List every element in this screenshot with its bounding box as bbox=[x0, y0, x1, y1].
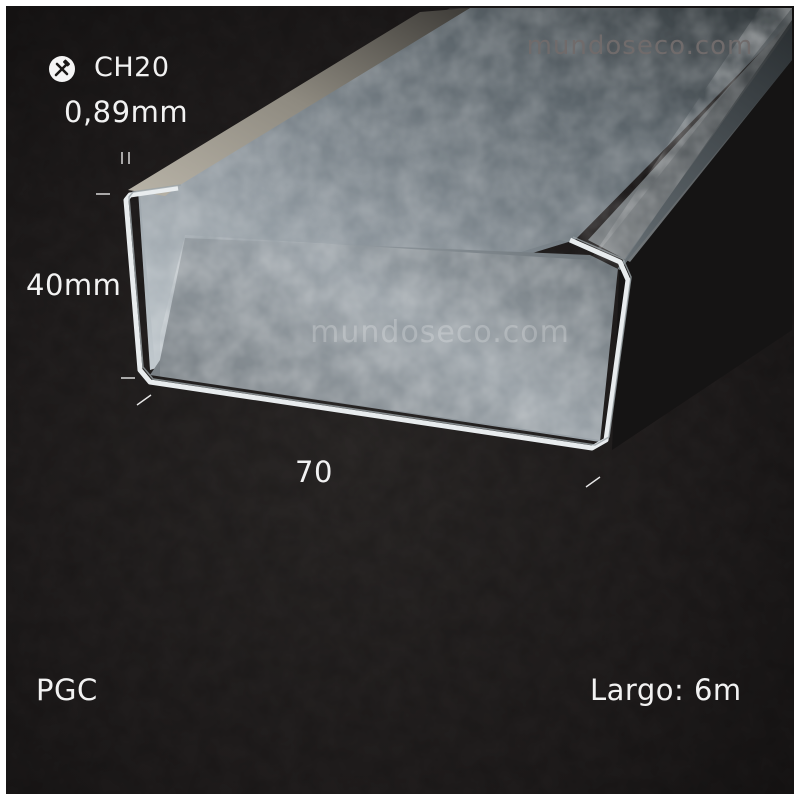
length-label: Largo: 6m bbox=[590, 673, 742, 707]
height-dimension-label: 40mm bbox=[26, 268, 122, 302]
gauge-label: CH20 bbox=[94, 52, 170, 83]
width-dimension-label: 70 bbox=[295, 455, 333, 489]
profile-type-label: PGC bbox=[36, 673, 98, 707]
thickness-label: 0,89mm bbox=[64, 95, 189, 129]
hammer-wrench-icon bbox=[48, 55, 76, 83]
watermark-center: mundoseco.com bbox=[310, 315, 570, 350]
watermark-top: mundoseco.com bbox=[526, 31, 754, 61]
